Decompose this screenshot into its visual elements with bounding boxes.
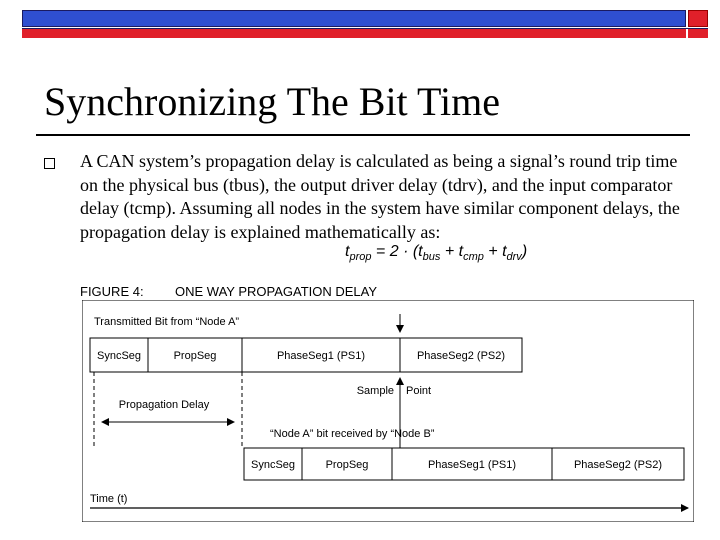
figure-caption: ONE WAY PROPAGATION DELAY <box>175 284 378 299</box>
formula-t-bus: t <box>418 243 423 260</box>
time-axis-label: Time (t) <box>90 493 128 505</box>
figure-label: FIGURE 4: <box>80 284 144 299</box>
node-a-ps2-label: PhaseSeg2 (PS2) <box>416 350 506 362</box>
propagation-delay-diagram <box>82 300 694 522</box>
header-red-bar <box>22 29 686 38</box>
formula-lhs: t <box>345 243 350 260</box>
formula-rhs-suffix: ) <box>521 243 528 260</box>
node-b-propseg-label: PropSeg <box>325 459 369 471</box>
sample-point-label-text: Sample <box>356 385 394 397</box>
formula-lhs-sub: prop <box>349 251 372 264</box>
slide-header-band <box>22 10 710 38</box>
node-b-ps1-label: PhaseSeg1 (PS1) <box>427 459 517 471</box>
formula-t-drv-sub: drv <box>506 251 522 264</box>
propagation-delay-label: Propagation Delay <box>118 399 210 411</box>
formula-plus-1: + <box>440 243 459 260</box>
title-underline <box>36 134 690 136</box>
bullet-square-icon <box>44 158 55 169</box>
bullet-paragraph: A CAN system’s propagation delay is calculated as being a signal’s round trip time on the physical bus (tbus), the output driver delay (tdrv), and the input comparator delay (tcmp). Assuming all nodes in the system have similar component delays, the propagation delay is explained mathematically as: <box>80 151 680 242</box>
received-bit-label: “Node A” bit received by “Node B” <box>270 428 435 440</box>
node-a-ps1-label: PhaseSeg1 (PS1) <box>276 350 366 362</box>
node-a-syncseg-label: SyncSeg <box>96 350 142 362</box>
node-b-syncseg-label: SyncSeg <box>250 459 296 471</box>
header-blue-bar <box>22 10 686 27</box>
formula-t-drv: t <box>502 243 507 260</box>
formula-t-cmp-sub: cmp <box>463 251 484 264</box>
formula-plus-2: + <box>483 243 503 260</box>
slide-title: Synchronizing The Bit Time <box>44 79 500 124</box>
formula-t-bus-sub: bus <box>422 251 441 264</box>
diagram-frame <box>82 300 694 522</box>
header-red-square-top <box>688 10 708 27</box>
header-red-square-bottom <box>688 29 708 38</box>
transmitted-bit-label: Transmitted Bit from “Node A” <box>94 316 240 328</box>
formula-rhs-prefix: = 2 · ( <box>371 243 419 260</box>
formula-t-cmp: t <box>458 243 464 260</box>
sample-point-label-text-2: Point <box>406 385 432 397</box>
node-b-ps2-label: PhaseSeg2 (PS2) <box>573 459 663 471</box>
propagation-delay-formula <box>345 243 527 263</box>
node-a-propseg-label: PropSeg <box>173 350 217 362</box>
